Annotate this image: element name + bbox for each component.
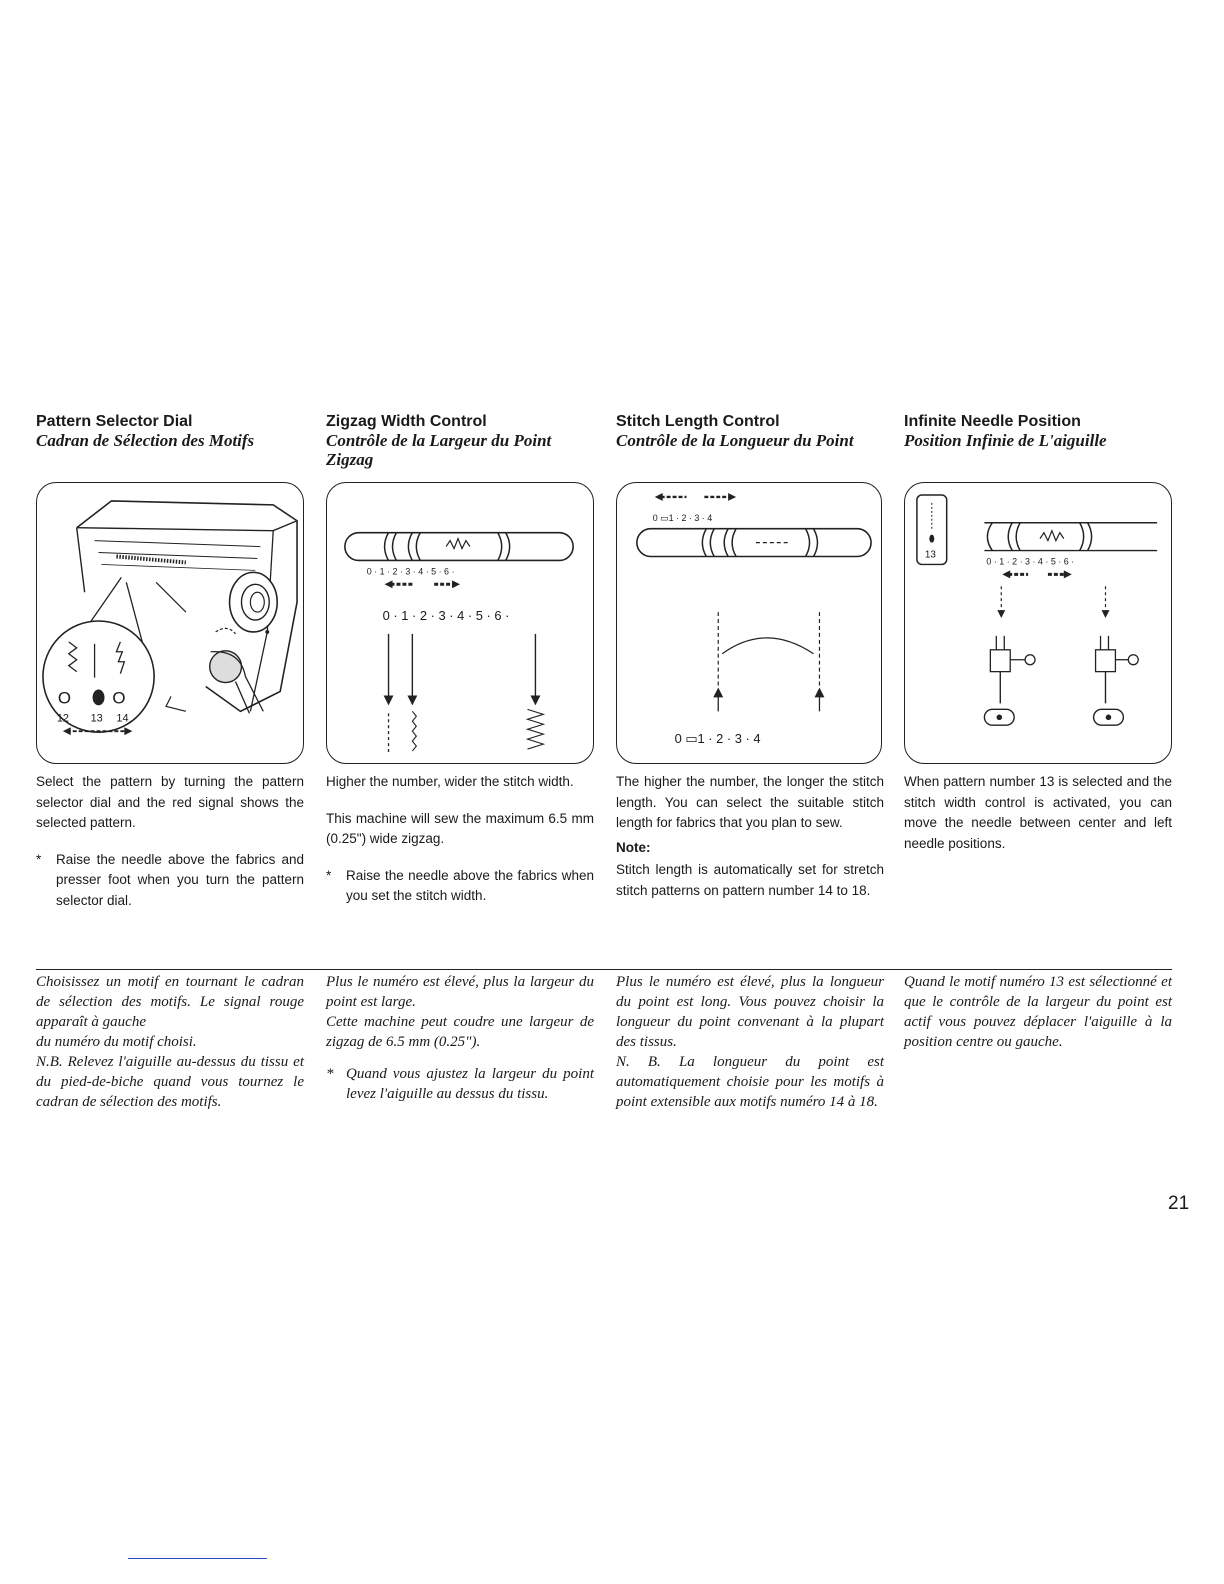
paragraph: Plus le numéro est élevé, plus la longueur du point est long. Vous pouvez choisir la longueur du point convenant à la plupart des tissus.	[616, 974, 884, 1050]
text-en-zigzag-width	[326, 772, 594, 923]
length-scale-small: 0 ▭1 · 2 · 3 · 4	[652, 512, 713, 523]
paragraph: Higher the number, wider the stitch width.	[326, 774, 574, 789]
divider-line	[36, 969, 1172, 970]
paragraph: Plus le numéro est élevé, plus la largeur du point est large.	[326, 974, 594, 1010]
needle-clamp-left-icon	[984, 636, 1035, 725]
pattern-number-12: 12	[56, 712, 69, 725]
dial-digit-left: O	[57, 688, 71, 708]
paragraph: N.B. Relevez l'aiguille au-dessus du tissu et du pied-de-biche quand vous tournez le cadran de sélection des motifs.	[36, 1054, 304, 1110]
figure-zigzag-width	[326, 482, 594, 764]
title-en: Zigzag Width Control	[326, 413, 487, 430]
title-en: Stitch Length Control	[616, 413, 780, 430]
paragraph: Quand le motif numéro 13 est sélectionné et que le contrôle de la largeur du point est actif vous pouvez déplacer l'aiguille à la position centre ou gauche.	[904, 974, 1172, 1050]
text-en-needle-position	[904, 772, 1172, 870]
bullet: * Raise the needle above the fabrics when you set the stitch width.	[326, 866, 594, 907]
pattern-number-13: 13	[90, 712, 103, 725]
length-scale-large: 0 ▭1 · 2 · 3 · 4	[674, 731, 761, 747]
page-number: 21	[1168, 1193, 1190, 1214]
window-number: 13	[924, 549, 936, 561]
width-scale-small: 0 · 1 · 2 · 3 · 4 · 5 · 6 ·	[366, 566, 455, 577]
text-en-stitch-length	[616, 772, 884, 917]
paragraph: Cette machine peut coudre une largeur de zigzag de 6.5 mm (0.25").	[326, 1014, 594, 1050]
zigzag-width-illustration	[327, 483, 593, 763]
title-fr: Cadran de Sélection des Motifs	[36, 431, 255, 450]
paragraph: Select the pattern by turning the pattern selector dial and the red signal shows the selected pattern.	[36, 774, 304, 830]
figure-needle-position	[904, 482, 1172, 764]
stitch-length-illustration	[617, 483, 881, 763]
title-fr: Position Infinie de L'aiguille	[904, 431, 1107, 450]
section-needle-position	[904, 412, 1176, 450]
paragraph: The higher the number, the longer the stitch length. You can select the suitable stitch length for fabrics that you plan to sew.	[616, 774, 884, 830]
pattern-number-14: 14	[116, 712, 129, 725]
section-pattern-selector	[36, 412, 308, 450]
paragraph: This machine will sew the maximum 6.5 mm (0.25") wide zigzag.	[326, 810, 594, 846]
text-en-pattern-selector	[36, 772, 304, 927]
text-fr-needle-position	[904, 972, 1172, 1052]
title-fr: Contrôle de la Longueur du Point	[616, 431, 854, 450]
needle-clamp-right-icon	[1094, 636, 1139, 725]
paragraph: Choisissez un motif en tournant le cadran de sélection des motifs. Le signal rouge apparaît à gauche	[36, 974, 304, 1030]
section-zigzag-width	[326, 412, 598, 469]
title-fr: Contrôle de la Largeur du Point Zigzag	[326, 431, 552, 469]
width-scale-small: 0 · 1 · 2 · 3 · 4 · 5 · 6 ·	[986, 556, 1075, 567]
dial-digit-right: O	[112, 688, 126, 708]
text-fr-stitch-length	[616, 972, 884, 1112]
paragraph: When pattern number 13 is selected and the stitch width control is activated, you can move the needle between center and left needle positions.	[904, 774, 1172, 851]
figure-stitch-length	[616, 482, 882, 764]
width-scale-large: 0 · 1 · 2 · 3 · 4 · 5 · 6 ·	[382, 608, 510, 624]
text-fr-pattern-selector	[36, 972, 304, 1112]
figure-pattern-selector-dial	[36, 482, 304, 764]
note-label: Note:	[616, 839, 651, 855]
title-en: Pattern Selector Dial	[36, 413, 193, 430]
note-text: Stitch length is automatically set for stretch stitch patterns on pattern number 14 to 18.	[616, 862, 884, 898]
text-fr-zigzag-width	[326, 972, 594, 1104]
sewing-machine-dial-illustration	[37, 483, 303, 763]
title-en: Infinite Needle Position	[904, 413, 1081, 430]
needle-position-illustration	[905, 483, 1171, 763]
section-stitch-length	[616, 412, 888, 450]
paragraph: du numéro du motif choisi.	[36, 1034, 197, 1050]
bullet: * Raise the needle above the fabrics and presser foot when you turn the pattern selector dial.	[36, 850, 304, 912]
bullet: * Quand vous ajustez la largeur du point levez l'aiguille au dessus du tissu.	[326, 1064, 594, 1104]
paragraph: N. B. La longueur du point est automatiquement choisie pour les motifs à point extensible aux motifs numéro 14 à 18.	[616, 1054, 884, 1110]
footer-line	[128, 1558, 267, 1559]
